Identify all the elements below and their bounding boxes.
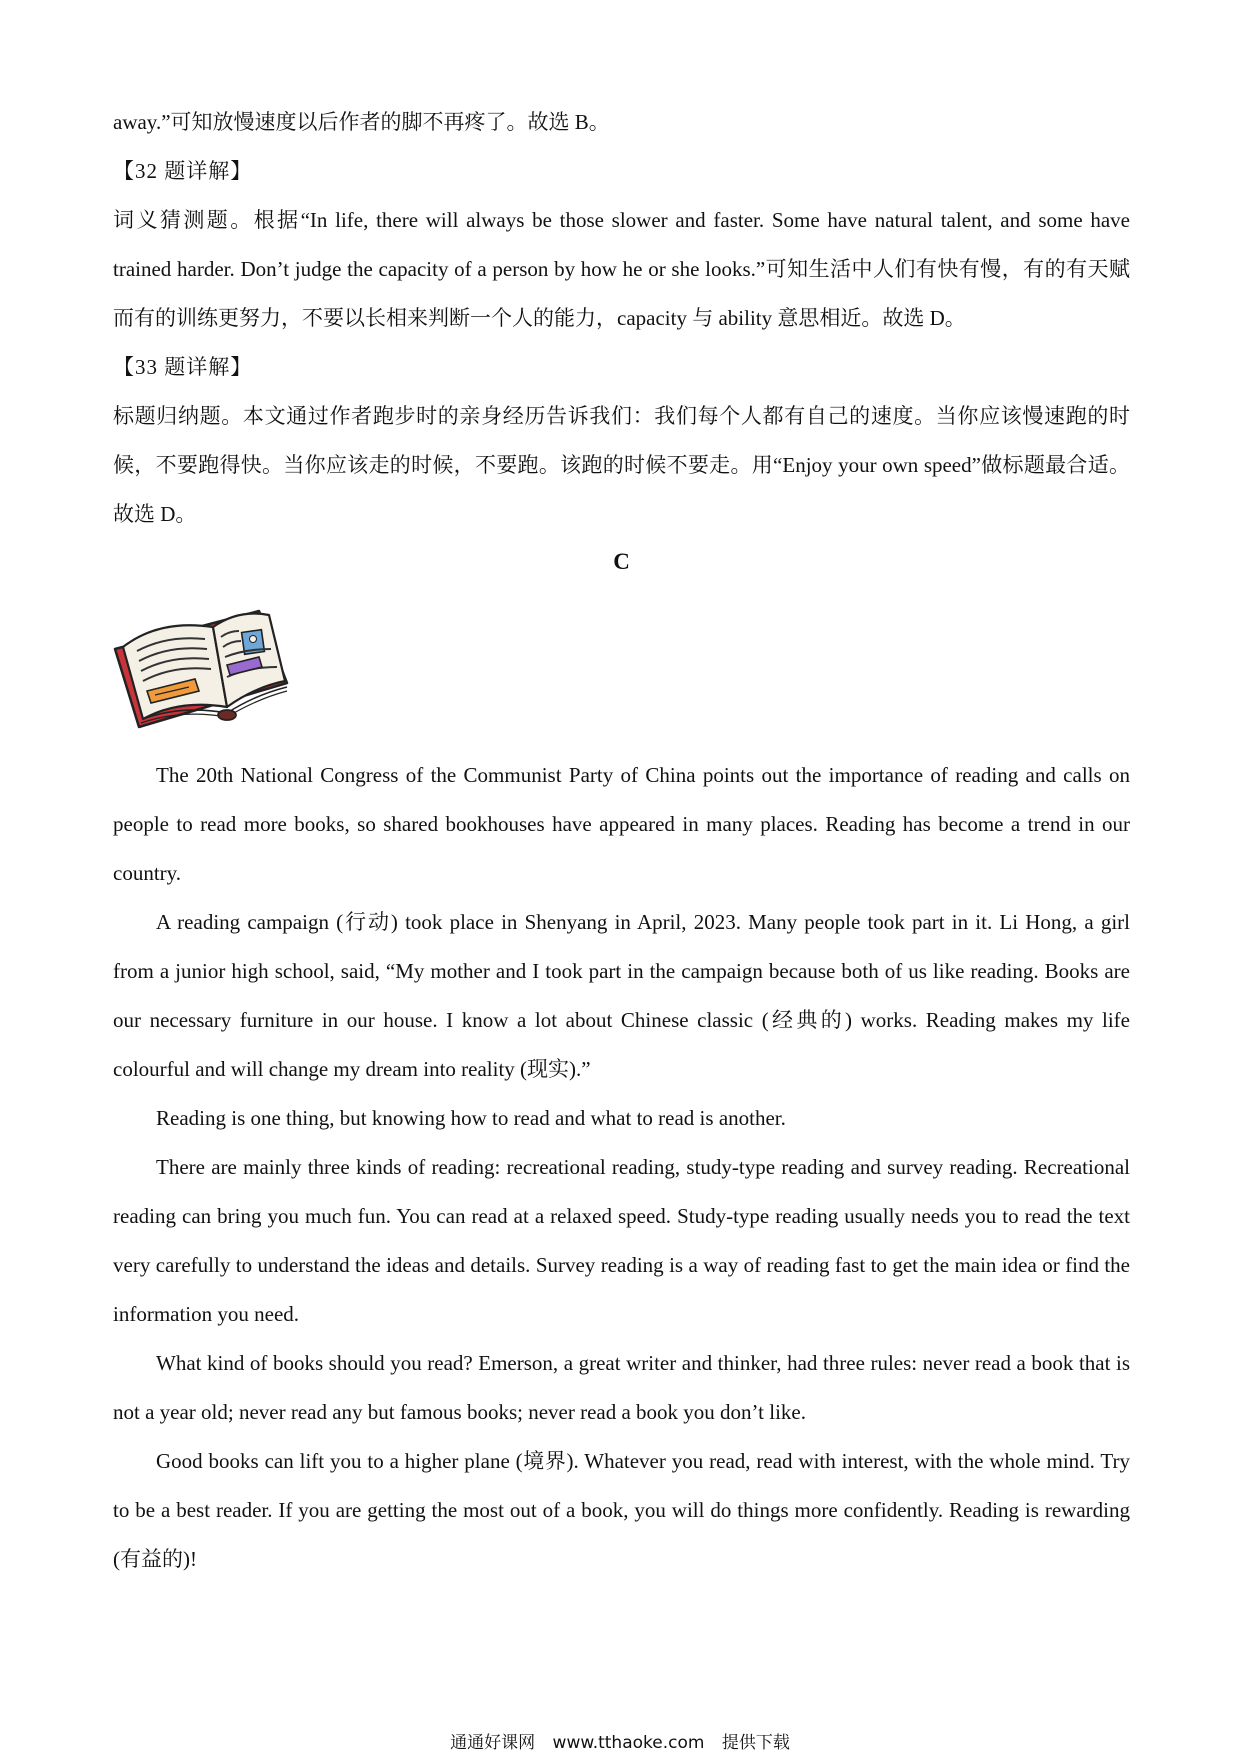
- q33-explanation: 标题归纳题。本文通过作者跑步时的亲身经历告诉我们：我们每个人都有自己的速度。当你应该慢速跑的时候，不要跑得快。当你应该走的时候，不要跑。该跑的时候不要走。用“Enjoy your own speed”做标题最合适。故选 D。: [113, 404, 1130, 526]
- section-c-title: C: [613, 549, 630, 574]
- passage-paragraph-1: The 20th National Congress of the Communist Party of China points out the importance of reading and calls on people to read more books, so shared bookhouses have appeared in many places. Reading has become a trend in our country.: [113, 763, 1130, 885]
- q31-answer-end: away.”可知放慢速度以后作者的脚不再疼了。故选 B。: [113, 110, 610, 134]
- q32-heading: 【32 题详解】: [113, 159, 253, 183]
- open-book-illustration: [109, 591, 304, 741]
- page-footer: [0, 1728, 1240, 1753]
- passage-paragraph-6: Good books can lift you to a higher plane (境界). Whatever you read, read with interest, with the whole mind. Try to be a best reader. If you are getting the most out of a book, you will do things more confidently. Reading is rewarding (有益的)!: [113, 1449, 1130, 1571]
- q33-heading: 【33 题详解】: [113, 355, 253, 379]
- q32-explanation: 词义猜测题。根据“In life, there will always be those slower and faster. Some have natural talent, and some have trained harder. Don’t judge the capacity of a person by how he or she looks.”可知生活中人们有快有慢，有的有天赋而有的训练更努力，不要以长相来判断一个人的能力，capacity 与 ability 意思相近。故选 D。: [113, 208, 1130, 330]
- passage-paragraph-4: There are mainly three kinds of reading: recreational reading, study-type reading and survey reading. Recreational reading can bring you much fun. You can read at a relaxed speed. Study-type reading usually needs you to read the text very carefully to understand the ideas and details. Survey reading is a way of reading fast to get the main idea or find the information you need.: [113, 1155, 1130, 1326]
- passage-paragraph-3: Reading is one thing, but knowing how to read and what to read is another.: [156, 1106, 786, 1130]
- footer-url-link[interactable]: www.tthaoke.com: [552, 1733, 705, 1753]
- passage-paragraph-5: What kind of books should you read? Emerson, a great writer and thinker, had three rules: never read a book that is not a year old; never read any but famous books; never read a book you don’t like.: [113, 1351, 1130, 1424]
- section-c-passage: [113, 751, 1130, 1584]
- footer-suffix: 提供下载: [721, 1733, 790, 1753]
- footer-site-name: 通通好课网: [450, 1733, 536, 1753]
- passage-paragraph-2: A reading campaign (行动) took place in Shenyang in April, 2023. Many people took part in it. Li Hong, a girl from a junior high school, said, “My mother and I took part in the campaign because both of us like reading. Books are our necessary furniture in our house. I know a lot about Chinese classic (经典的) works. Reading makes my life colourful and will change my dream into reality (现实).”: [113, 910, 1130, 1081]
- document-content: [113, 98, 1130, 1584]
